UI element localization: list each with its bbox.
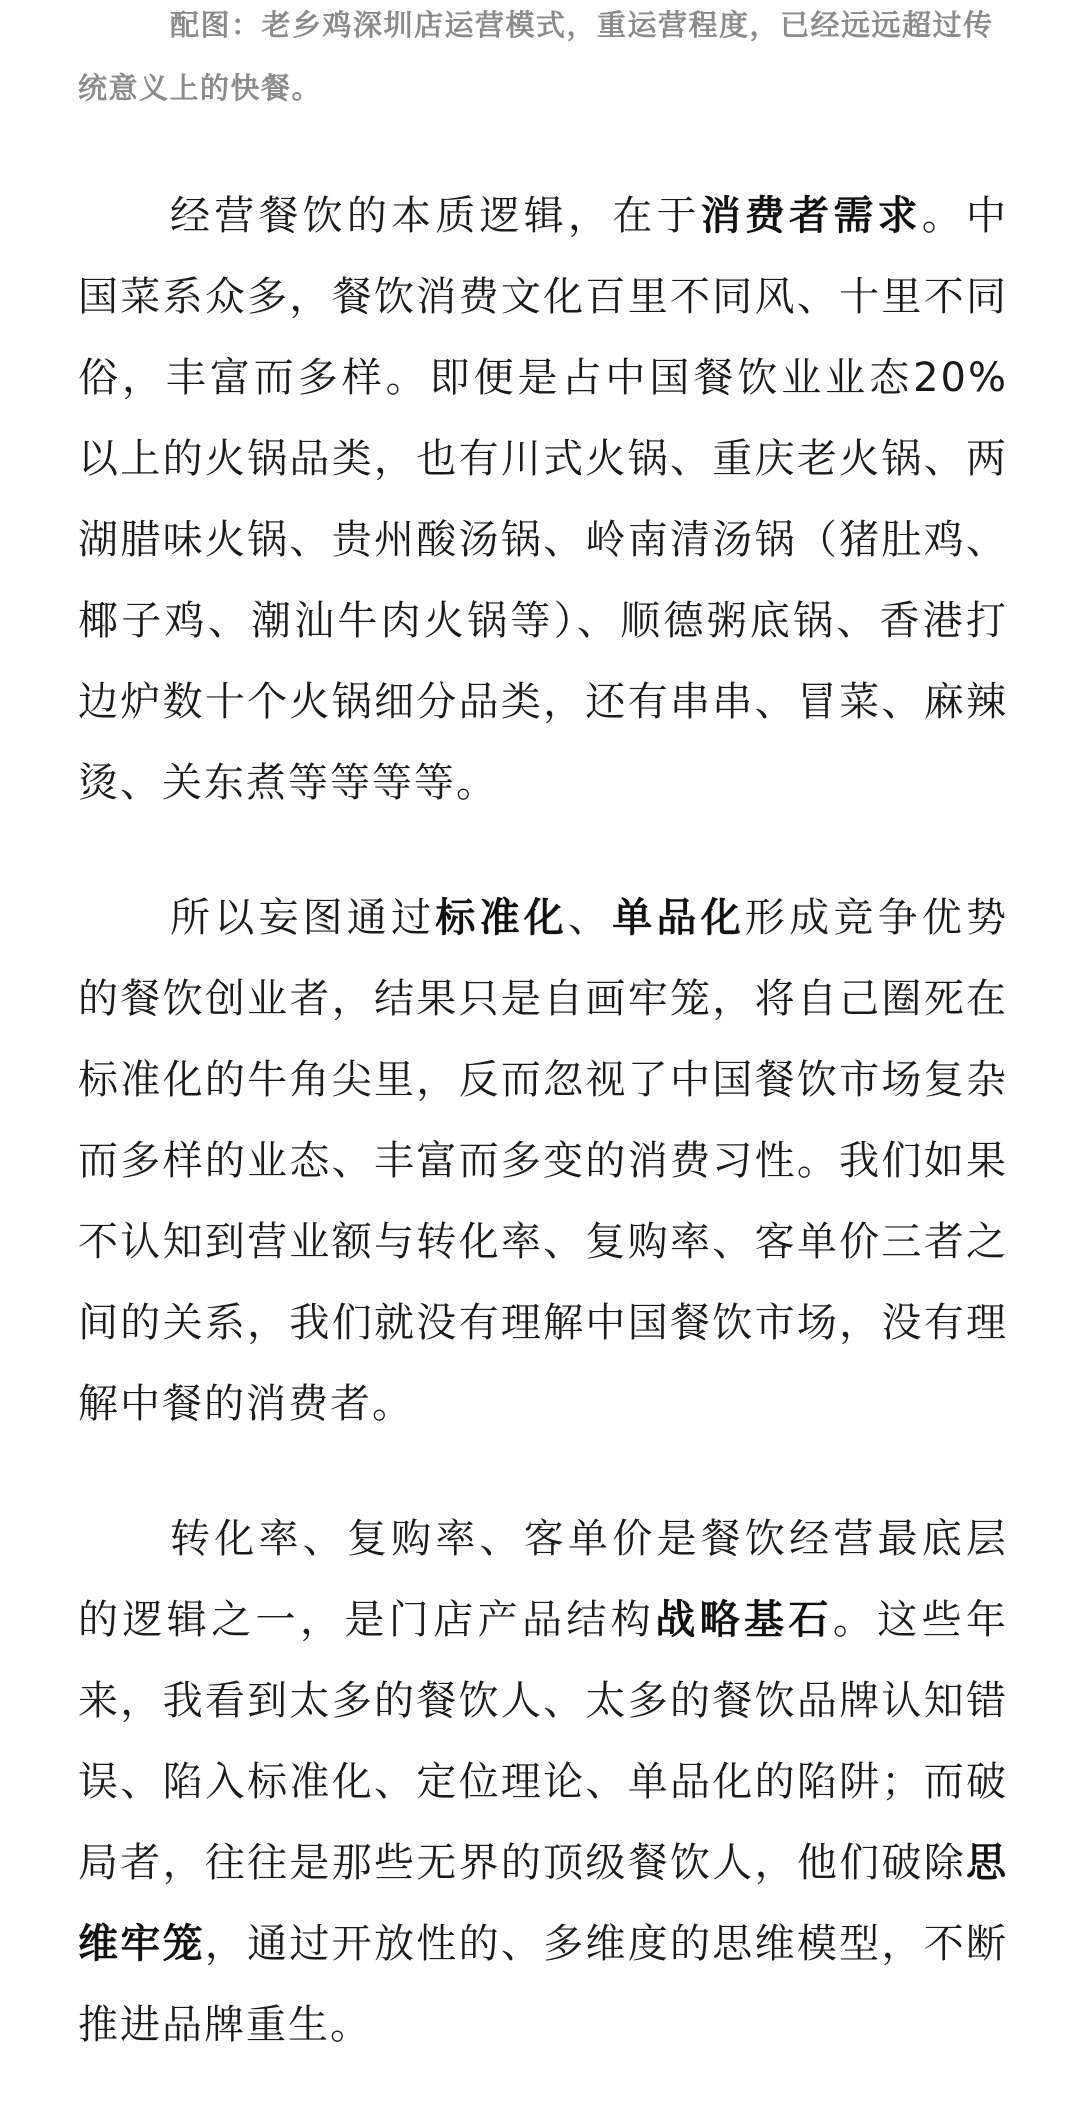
image-caption: 配图：老乡鸡深圳店运营模式，重运营程度，已经远远超过传统意义上的快餐。	[78, 8, 994, 105]
paragraph-1-emphasis: 消费者需求	[700, 193, 922, 239]
paragraph-1	[78, 176, 1008, 824]
paragraph-3	[78, 1499, 1008, 2066]
paragraph-2-text: 形成竞争优势的餐饮创业者，结果只是自画牢笼，将自己圈死在标准化的牛角尖里，反而忽视了中国餐饮市场复杂而多样的业态、丰富而多变的消费习性。我们如果不认知到营业额与转化率、复购率、客单价三者之间的关系，我们就没有理解中国餐饮市场，没有理解中餐的消费者。	[78, 895, 1009, 1427]
article-body	[78, 0, 1008, 2066]
paragraph-3-emphasis: 思维牢笼	[78, 1840, 1008, 1967]
paragraph-2-text: 所以妄图通过	[170, 895, 436, 941]
paragraph-3-text: 转化率、复购率、客单价是餐饮经营最底层的逻辑之一，是门店产品结构	[78, 1516, 1008, 1643]
paragraph-2	[78, 878, 1008, 1445]
paragraph-2-emphasis: 标准化	[435, 895, 569, 941]
paragraph-3-text: ，通过开放性的、多维度的思维模型，不断推进品牌重生。	[78, 1921, 1009, 2048]
paragraph-3-emphasis: 战略基石	[655, 1597, 833, 1643]
paragraph-2-text: 、	[568, 895, 613, 941]
paragraph-3-text: 。这些年来，我看到太多的餐饮人、太多的餐饮品牌认知错误、陷入标准化、定位理论、单品化的陷阱；而破局者，往往是那些无界的顶级餐饮人，他们破除	[78, 1597, 1009, 1886]
paragraph-1-text: 。中国菜系众多，餐饮消费文化百里不同风、十里不同俗，丰富而多样。即便是占中国餐饮业业态20%以上的火锅品类，也有川式火锅、重庆老火锅、两湖腊味火锅、贵州酸汤锅、岭南清汤锅（猪肚鸡、椰子鸡、潮汕牛肉火锅等）、顺德粥底锅、香港打边炉数十个火锅细分品类，还有串串、冒菜、麻辣烫、关东煮等等等等。	[78, 193, 1009, 806]
paragraph-1-text: 经营餐饮的本质逻辑，在于	[170, 193, 701, 239]
paragraph-2-emphasis: 单品化	[612, 895, 745, 941]
